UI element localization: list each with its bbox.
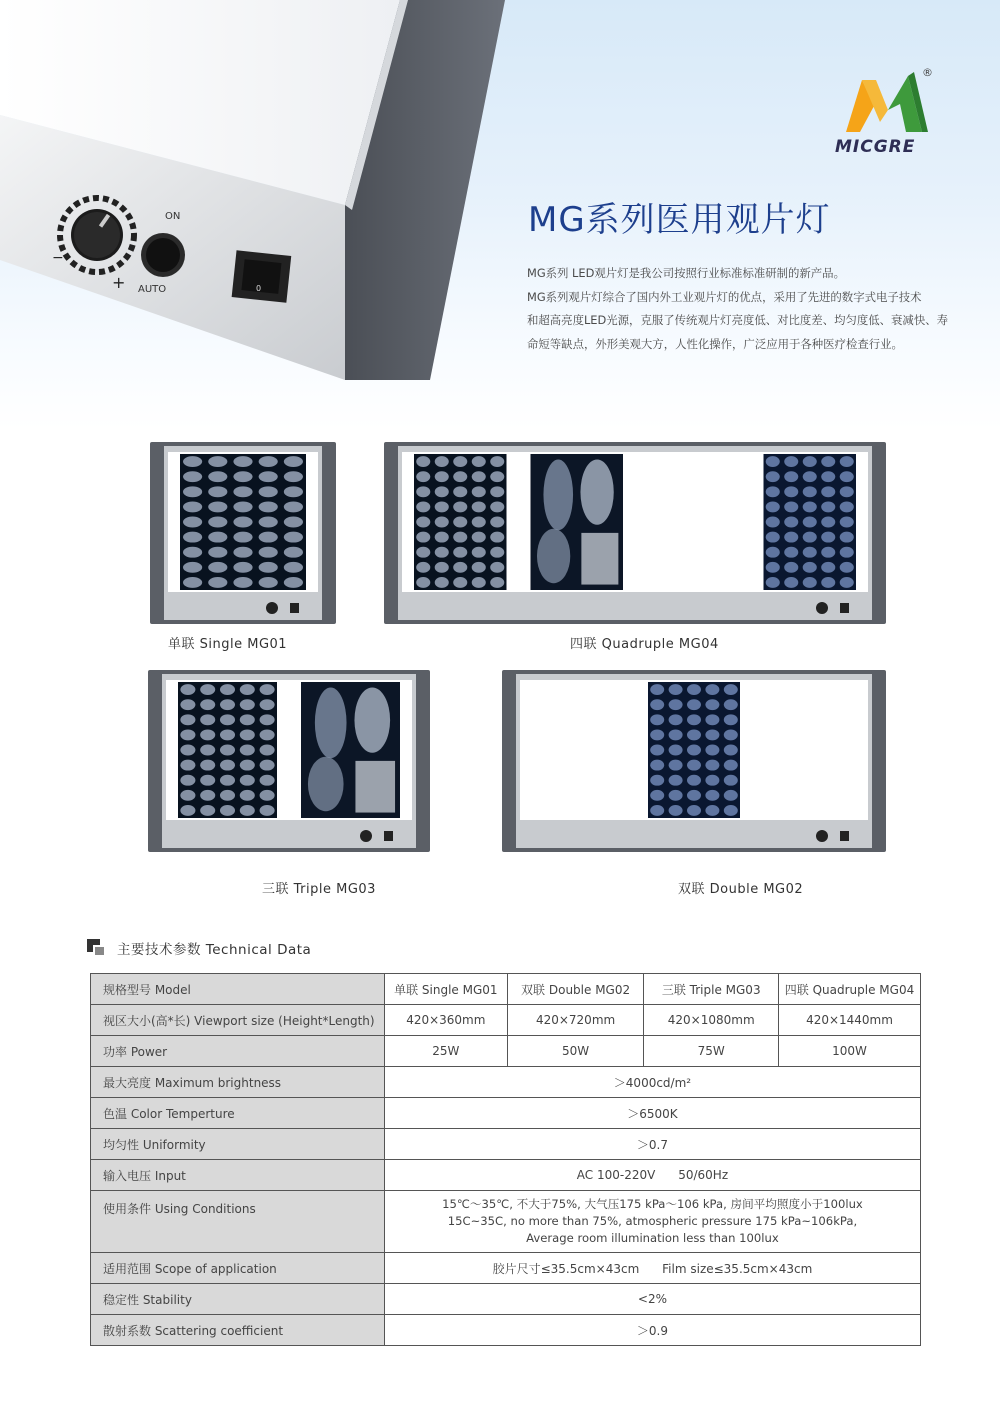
table-row [91,1129,921,1160]
table-row [91,1191,921,1253]
table-cell: 25W [384,1036,507,1067]
cell-line: 15℃～35℃, 不大于75%, 大气压175 kPa～106 kPa, 房间平均照度小于100lux [442,1197,863,1211]
table-cell: ＞0.7 [384,1129,920,1160]
row-label: 视区大小(高*长) Viewport size (Height*Length) [91,1005,385,1036]
registered-mark: ® [922,66,933,79]
table-row [91,1005,921,1036]
xray-film-thumbnail [531,454,624,590]
product-image-triple [148,670,430,852]
table-cell: 胶片尺寸≤35.5cm×43cm Film size≤35.5cm×43cm [384,1253,920,1284]
auto-label: AUTO [138,284,167,295]
table-cell: 四联 Quadruple MG04 [779,974,921,1005]
table-cell: ＞0.9 [384,1315,920,1346]
product-image-single [150,442,336,624]
knob-plus-label: + [112,273,126,292]
product-caption-single: 单联 Single MG01 [168,637,288,652]
power-toggle-button[interactable] [141,233,185,277]
xray-film-thumbnail [180,454,306,590]
table-cell: 420×720mm [507,1005,644,1036]
table-cell: 420×1080mm [644,1005,779,1036]
section-header [87,937,311,959]
table-cell: 三联 Triple MG03 [644,974,779,1005]
xray-film-thumbnail [301,682,400,818]
brand-wordmark: MICGRE [835,137,916,157]
row-label: 规格型号 Model [91,974,385,1005]
product-caption-quadruple: 四联 Quadruple MG04 [570,637,719,652]
intro-line: MG系列 LED观片灯是我公司按照行业标准标准研制的新产品。 [527,266,845,280]
table-row [91,1160,921,1191]
table-cell: 双联 Double MG02 [507,974,644,1005]
row-label: 使用条件 Using Conditions [91,1191,385,1253]
cell-line: 15C~35C, no more than 75%, atmospheric pressure 175 kPa~106kPa, [447,1214,858,1228]
table-cell: 420×1440mm [779,1005,921,1036]
product-image-quadruple [384,442,886,624]
product-caption-triple: 三联 Triple MG03 [262,882,376,897]
table-cell: ＞4000cd/m² [384,1067,920,1098]
intro-line: 和超高亮度LED光源，克服了传统观片灯亮度低、对比度差、均匀度低、衰减快、寿 [527,313,948,327]
row-label: 功率 Power [91,1036,385,1067]
switch-label: 0 [256,284,262,293]
table-row [91,1067,921,1098]
knob-minus-label: − [52,250,64,266]
xray-film-thumbnail [414,454,507,590]
product-image-double [502,670,886,852]
table-cell: AC 100-220V 50/60Hz [384,1160,920,1191]
hero-banner [0,0,1000,430]
row-label: 散射系数 Scattering coefficient [91,1315,385,1346]
rocker-switch[interactable] [232,250,292,302]
product-caption-double: 双联 Double MG02 [678,882,804,897]
table-row [91,1098,921,1129]
table-row [91,1036,921,1067]
table-cell [384,1191,920,1253]
table-cell: 50W [507,1036,644,1067]
row-label: 色温 Color Temperture [91,1098,385,1129]
viewer-device-photo [0,0,520,390]
row-label: 适用范围 Scope of application [91,1253,385,1284]
cell-line: Average room illumination less than 100lux [526,1231,779,1245]
tech-data-table [90,973,921,1346]
table-row [91,1253,921,1284]
intro-text [527,262,962,356]
section-title: 主要技术参数 Technical Data [117,942,312,958]
on-label: ON [165,211,181,222]
row-label: 均匀性 Uniformity [91,1129,385,1160]
xray-film-thumbnail [648,682,740,818]
row-label: 最大亮度 Maximum brightness [91,1067,385,1098]
table-cell: 单联 Single MG01 [384,974,507,1005]
xray-film-thumbnail [178,682,277,818]
table-cell: 75W [644,1036,779,1067]
xray-film-thumbnail [764,454,857,590]
table-cell: 420×360mm [384,1005,507,1036]
table-cell: ＞6500K [384,1098,920,1129]
section-square-icon [87,939,107,957]
page-title: MG系列医用观片灯 [528,200,831,240]
table-row [91,1315,921,1346]
intro-line: 命短等缺点，外形美观大方，人性化操作，广泛应用于各种医疗检查行业。 [527,336,903,351]
table-cell: 100W [779,1036,921,1067]
intro-line: MG系列观片灯综合了国内外工业观片灯的优点，采用了先进的数字式电子技术 [527,289,922,304]
table-row [91,974,921,1005]
row-label: 输入电压 Input [91,1160,385,1191]
table-row [91,1284,921,1315]
table-cell: <2% [384,1284,920,1315]
row-label: 稳定性 Stability [91,1284,385,1315]
